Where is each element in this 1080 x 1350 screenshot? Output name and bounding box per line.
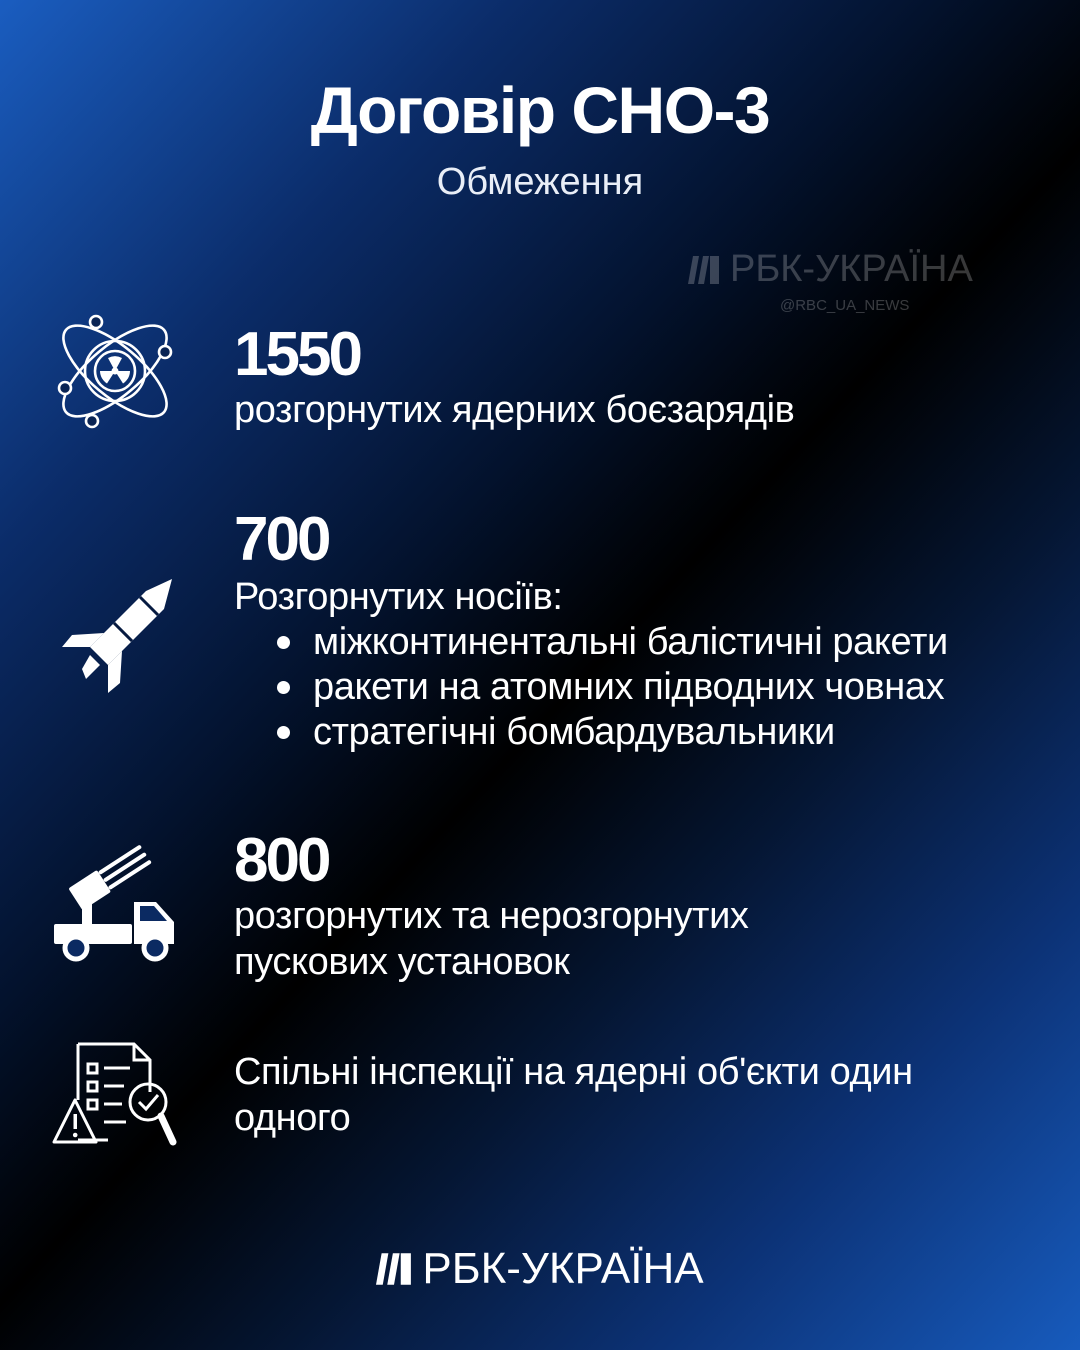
warheads-label: розгорнутих ядерних боєзарядів [234,389,795,431]
launchers-label-line1: розгорнутих та нерозгорнутих [234,895,749,937]
footer-brand: РБК-УКРАЇНА [422,1244,704,1293]
inspections-text-line1: Спільні інспекції на ядерні об'єкти один [234,1051,913,1093]
inspection-document-icon [52,1042,178,1148]
watermark-handle: @RBC_UA_NEWS [780,297,910,314]
atom-radiation-icon [52,308,178,434]
missile-launcher-truck-icon [52,838,178,966]
carriers-list [275,620,948,755]
page-subtitle: Обмеження [436,161,644,203]
rbc-logo-mark-icon [376,1252,412,1286]
rbc-logo-mark-icon [688,256,720,284]
page-title: Договір СНО-3 [310,73,770,147]
footer-logo [0,1244,1080,1294]
launchers-count: 800 [234,826,329,895]
inspections-text-line2: одного [234,1097,351,1139]
warheads-count: 1550 [234,320,360,389]
watermark-brand: РБК-УКРАЇНА [730,248,973,290]
carriers-label: Розгорнутих носіїв: [234,576,563,618]
launchers-label-line2: пускових установок [234,941,570,983]
watermark-logo [688,248,1018,291]
list-item: міжконтинентальні балістичні ракети [275,620,948,665]
list-item: ракети на атомних підводних човнах [275,665,948,710]
list-item: стратегічні бомбардувальники [275,710,948,755]
rocket-icon [60,577,176,693]
watermark [688,248,1018,314]
carriers-count: 700 [234,505,329,574]
